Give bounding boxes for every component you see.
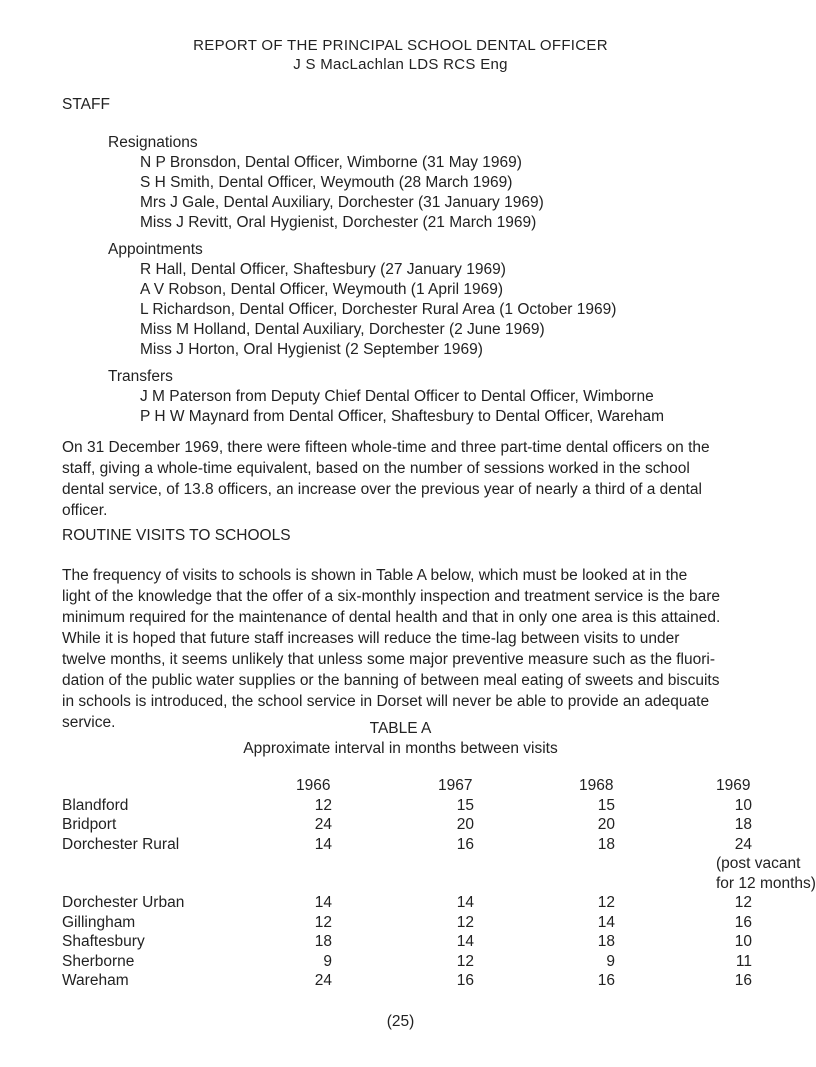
paragraph-line: staff, giving a whole-time equivalent, based on the number of sessions worked in the school	[62, 460, 690, 477]
year-header: 1969	[716, 777, 751, 794]
table-header-row	[62, 776, 762, 796]
appointment-item: R Hall, Dental Officer, Shaftesbury (27 January 1969)	[140, 261, 506, 278]
cell: 12	[734, 894, 752, 911]
cell: 15	[597, 796, 615, 814]
cell: 11	[735, 952, 752, 970]
resignation-item: N P Bronsdon, Dental Officer, Wimborne (31 May 1969)	[140, 154, 522, 171]
paragraph-line: officer.	[62, 502, 108, 519]
year-header: 1966	[296, 777, 331, 794]
area-name: Wareham	[62, 972, 129, 989]
cell: 12	[597, 894, 615, 911]
cell: 12	[314, 913, 332, 931]
cell: 14	[597, 913, 615, 931]
transfers-label: Transfers	[108, 368, 173, 385]
cell: 16	[456, 972, 474, 989]
cell: 9	[606, 952, 615, 970]
table-title: TABLE A	[369, 720, 432, 737]
area-name: Dorchester Urban	[62, 894, 185, 911]
paragraph-line: in schools is introduced, the school service in Dorset will never be able to provide an adequate	[62, 693, 710, 710]
year-header: 1967	[438, 777, 473, 794]
appointments-label: Appointments	[108, 241, 203, 258]
cell: 9	[323, 952, 332, 970]
staff-heading: STAFF	[62, 96, 110, 113]
paragraph-line: dental service, of 13.8 officers, an increase over the previous year of nearly a third of a dental	[62, 481, 702, 498]
table-row	[62, 952, 762, 972]
table-row	[62, 971, 762, 991]
transfer-item: J M Paterson from Deputy Chief Dental Officer to Dental Officer, Wimborne	[140, 388, 654, 405]
cell: 14	[456, 894, 474, 911]
area-name: Shaftesbury	[62, 933, 145, 950]
paragraph-line: service.	[62, 714, 116, 731]
paragraph-line: On 31 December 1969, there were fifteen whole-time and three part-time dental officers on the	[62, 439, 710, 456]
cell: 14	[456, 933, 474, 950]
cell: 14	[314, 835, 332, 853]
paragraph-line: twelve months, it seems unlikely that unless some major preventive measure such as the fluori-	[62, 651, 716, 668]
cell: 12	[456, 952, 474, 970]
routine-paragraph	[62, 565, 780, 733]
cell: 18	[314, 933, 332, 950]
table-row	[62, 893, 762, 913]
appointment-item: Miss J Horton, Oral Hygienist (2 September 1969)	[140, 341, 483, 358]
resignations-label: Resignations	[108, 134, 198, 151]
area-name: Sherborne	[62, 952, 135, 970]
cell: 16	[734, 913, 752, 931]
table-caption: Approximate interval in months between visits	[243, 740, 558, 757]
area-name: Bridport	[62, 816, 117, 833]
cell-note: for 12 months)	[716, 874, 816, 892]
cell: 10	[734, 933, 752, 950]
cell: 18	[597, 835, 615, 853]
cell: 20	[597, 816, 615, 833]
paragraph-line: light of the knowledge that the offer of a six-monthly inspection and treatment service is the bare	[62, 588, 720, 605]
cell: 24	[314, 972, 332, 989]
appointment-item: L Richardson, Dental Officer, Dorchester Rural Area (1 October 1969)	[140, 301, 617, 318]
area-name: Gillingham	[62, 913, 136, 931]
cell: 12	[456, 913, 474, 931]
report-title: REPORT OF THE PRINCIPAL SCHOOL DENTAL OFFICER	[193, 37, 608, 54]
paragraph-line: While it is hoped that future staff increases will reduce the time-lag between visits to under	[62, 630, 680, 647]
table-note-row	[62, 854, 801, 874]
cell-note: (post vacant	[716, 855, 801, 872]
table-row	[62, 932, 762, 952]
report-subtitle: J S MacLachlan LDS RCS Eng	[293, 56, 508, 73]
area-name: Blandford	[62, 796, 129, 814]
cell: 20	[456, 816, 474, 833]
table-note-row	[62, 874, 816, 894]
resignation-item: Mrs J Gale, Dental Auxiliary, Dorchester (31 January 1969)	[140, 194, 544, 211]
cell: 10	[734, 796, 752, 814]
cell: 24	[314, 816, 332, 833]
paragraph-line: The frequency of visits to schools is shown in Table A below, which must be looked at in the	[62, 567, 688, 584]
table-row	[62, 815, 762, 835]
paragraph-line: dation of the public water supplies or the banning of between meal eating of sweets and biscuits	[62, 672, 720, 689]
transfer-item: P H W Maynard from Dental Officer, Shaftesbury to Dental Officer, Wareham	[140, 408, 665, 425]
cell: 24	[734, 835, 752, 853]
cell: 16	[734, 972, 752, 989]
area-name: Dorchester Rural	[62, 835, 180, 853]
cell: 18	[734, 816, 752, 833]
cell: 16	[456, 835, 474, 853]
staff-summary-paragraph	[62, 437, 780, 521]
table-row	[62, 913, 762, 933]
appointment-item: A V Robson, Dental Officer, Weymouth (1 April 1969)	[140, 281, 504, 298]
cell: 18	[597, 933, 615, 950]
resignation-item: S H Smith, Dental Officer, Weymouth (28 March 1969)	[140, 174, 513, 191]
table-row	[62, 835, 762, 855]
cell: 12	[314, 796, 332, 814]
routine-heading: ROUTINE VISITS TO SCHOOLS	[62, 527, 291, 544]
cell: 15	[456, 796, 474, 814]
interval-table	[62, 776, 816, 991]
year-header: 1968	[579, 777, 614, 794]
page-number: (25)	[386, 1013, 415, 1030]
cell: 14	[314, 894, 332, 911]
appointment-item: Miss M Holland, Dental Auxiliary, Dorchester (2 June 1969)	[140, 321, 545, 338]
paragraph-line: minimum required for the maintenance of dental health and that in only one area is this attained.	[62, 609, 721, 626]
table-row	[62, 796, 762, 816]
cell: 16	[597, 972, 615, 989]
resignation-item: Miss J Revitt, Oral Hygienist, Dorchester (21 March 1969)	[140, 214, 537, 231]
